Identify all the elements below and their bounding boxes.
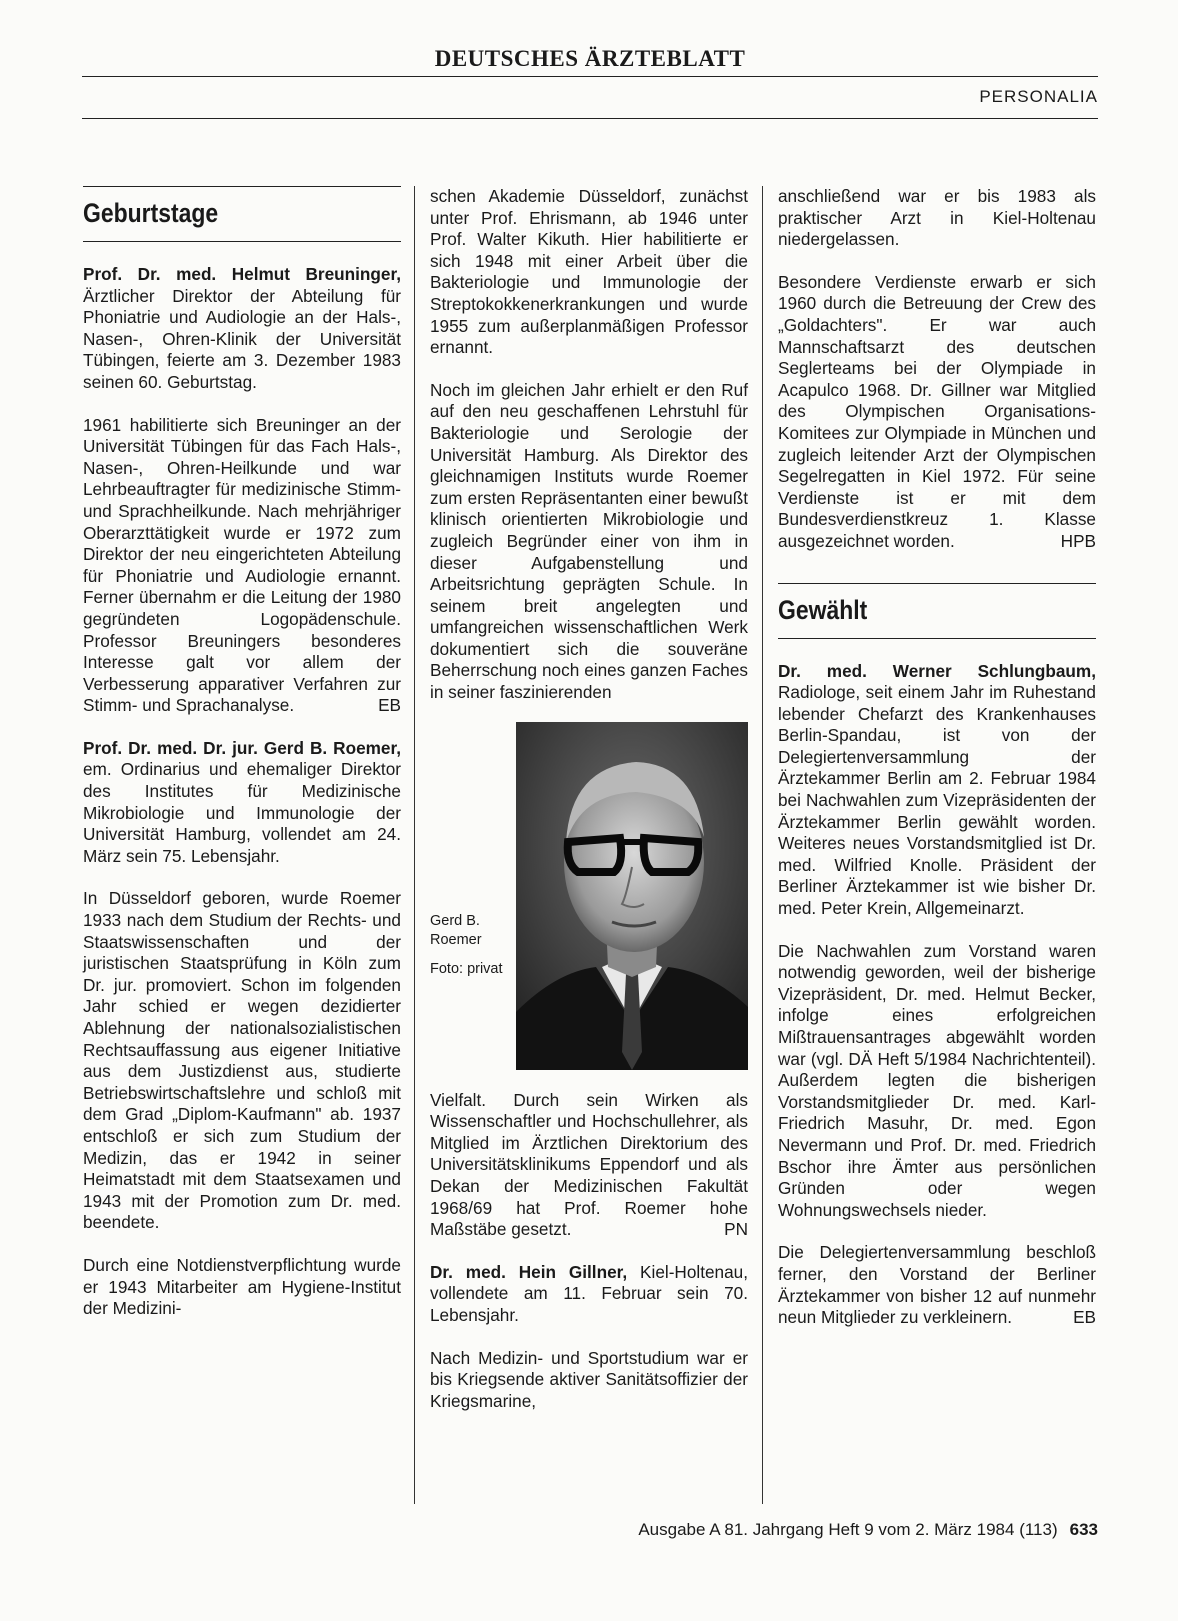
paragraph: anschließend war er bis 1983 als praktischer Arzt in Kiel-Holtenau niedergelassen. bbox=[778, 186, 1096, 250]
section-rule bbox=[82, 118, 1098, 119]
author-initials: HPB bbox=[1060, 530, 1096, 551]
masthead: DEUTSCHES ÄRZTEBLATT bbox=[434, 46, 746, 71]
author-initials: EB bbox=[378, 695, 401, 716]
heading-box bbox=[778, 583, 1096, 639]
person-name: Prof. Dr. med. Helmut Breuninger, bbox=[83, 264, 401, 284]
page-footer bbox=[638, 1520, 1098, 1540]
photo-caption bbox=[430, 722, 516, 1070]
paragraph: Prof. Dr. med. Dr. jur. Gerd B. Roemer, em. Ordinarius und ehemaliger Direktor des Institutes für Medizinische Mikrobiologie und Immunologie der Universität Hamburg, vollendet am 24. März sein 75. Lebensjahr. bbox=[83, 737, 401, 866]
paragraph: Die Delegiertenversammlung beschloß ferner, den Vorstand der Berliner Ärztekammer von bisher 12 auf nunmehr neun Mitglieder zu verkleinern. EB bbox=[778, 1242, 1096, 1328]
column-divider bbox=[414, 186, 415, 1504]
section-heading-gewaehlt: Gewählt bbox=[778, 594, 868, 625]
paragraph: Vielfalt. Durch sein Wirken als Wissenschaftler und Hochschullehrer, als Mitglied im Ärztlichen Direktorium des Universitätsklinikums Eppendorf und als Dekan der Medizinischen Fakultät 1968/69 hat Prof. Roemer hohe Maßstäbe gesetzt. PN bbox=[430, 1089, 748, 1240]
section-tag: PERSONALIA bbox=[979, 87, 1098, 106]
column-2 bbox=[430, 186, 748, 1433]
author-initials: PN bbox=[724, 1219, 748, 1240]
masthead-rule bbox=[82, 76, 1098, 77]
paragraph: Dr. med. Werner Schlungbaum, Radiologe, seit einem Jahr im Ruhestand lebender Chefarzt des Krankenhauses Berlin-Spandau, ist von der Delegiertenversammlung der Ärztekammer Berlin am 2. Februar 1984 bei Nachwahlen zum Vizepräsidenten der Ärztekammer Berlin gewählt worden. Weiteres neues Vorstandsmitglied ist Dr. med. Wilfried Knolle. Präsident der Berliner Ärztekammer ist wie bisher Dr. med. Peter Krein, Allgemeinarzt. bbox=[778, 660, 1096, 919]
page-number: 633 bbox=[1069, 1520, 1098, 1539]
paragraph: Dr. med. Hein Gillner, Kiel-Holtenau, vollendete am 11. Februar sein 70. Lebensjahr. bbox=[430, 1261, 748, 1325]
caption-name: Gerd B. Roemer bbox=[430, 912, 482, 948]
column-3 bbox=[778, 186, 1096, 1350]
paragraph: In Düsseldorf geboren, wurde Roemer 1933 nach dem Studium der Rechts- und Staatswissenschaften und der juristischen Staatsprüfung in Köln zum Dr. jur. promoviert. Schon im folgenden Jahr schied er wegen dezidierter Ablehnung der nationalsozialistischen Rechtsauffassung aus eigener Initiative aus dem Justizdienst aus, studierte Betriebswirtschaftslehre und schloß mit dem Grad „Diplom-Kaufmann" ab. 1937 entschloß er sich zum Studium der Medizin, das er 1942 in seiner Heimatstadt mit dem Staatsexamen und 1943 mit der Promotion zum Dr. med. beendete. bbox=[83, 888, 401, 1233]
section-heading-geburtstage: Geburtstage bbox=[83, 198, 219, 228]
paragraph: schen Akademie Düsseldorf, zunächst unter Prof. Ehrismann, ab 1946 unter Prof. Walter Kikuth. Hier habilitierte er sich 1948 mit einer Arbeit über die Bakteriologie und Immunologie der Streptokokkenerkrankungen und wurde 1955 zum außerplanmäßigen Professor ernannt. bbox=[430, 186, 748, 358]
photo-block bbox=[430, 722, 748, 1070]
author-initials: EB bbox=[1073, 1307, 1096, 1328]
column-1 bbox=[83, 186, 401, 1341]
column-divider bbox=[762, 186, 763, 1504]
paragraph: Nach Medizin- und Sportstudium war er bis Kriegsende aktiver Sanitätsoffizier der Kriegsmarine, bbox=[430, 1347, 748, 1411]
paragraph: Die Nachwahlen zum Vorstand waren notwendig geworden, weil der bisherige Vizepräsident, Dr. med. Helmut Becker, infolge eines erfolgreichen Mißtrauensantrages abgewählt worden war (vgl. DÄ Heft 5/1984 Nachrichtenteil). Außerdem legten die bisherigen Vorstandsmitglieder Dr. med. Karl-Friedrich Masuhr, Dr. med. Egon Nevermann und Prof. Dr. med. Friedrich Bschor ihre Ämter aus persönlichen Gründen oder wegen Wohnungswechsels nieder. bbox=[778, 940, 1096, 1220]
issue-info: Ausgabe A 81. Jahrgang Heft 9 vom 2. März 1984 (113) bbox=[638, 1520, 1058, 1539]
portrait-image bbox=[516, 722, 748, 1070]
person-name: Dr. med. Werner Schlungbaum, bbox=[778, 660, 1096, 681]
paragraph: 1961 habilitierte sich Breuninger an der Universität Tübingen für das Fach Hals-, Nasen-, Ohren-Heilkunde und war Lehrbeauftragter für medizinische Stimm- und Sprachheilkunde. Nach mehrjähriger Oberarzttätigkeit wurde er 1972 zum Direktor der neu eingerichteten Abteilung für Phoniatrie und Audiologie ernannt. Ferner übernahm er die Leitung der 1980 gegründeten Logopädenschule. Professor Breuningers besonderes Interesse galt vor allem der Verbesserung apparativer Verfahren zur Stimm- und Sprachanalyse. EB bbox=[83, 414, 401, 716]
portrait-photo bbox=[516, 722, 748, 1070]
paragraph: Prof. Dr. med. Helmut Breuninger, Ärztlicher Direktor der Abteilung für Phoniatrie und Audiologie an der Hals-, Nasen-, Ohren-Klinik der Universität Tübingen, feierte am 3. Dezember 1983 seinen 60. Geburtstag. bbox=[83, 264, 401, 392]
paragraph: Besondere Verdienste erwarb er sich 1960 durch die Betreuung der Crew des „Goldachters". Er war auch Mannschaftsarzt des deutschen Seglerteams bei der Olympiade in Acapulco 1968. Dr. Gillner war Mitglied des Olympischen Organisations-Komitees zur Olympiade in München und zugleich leitender Arzt der Olympischen Segelregatten in Kiel 1972. Für seine Verdienste ist er mit dem Bundesverdienstkreuz 1. Klasse ausgezeichnet worden. HPB bbox=[778, 271, 1096, 551]
person-name: Prof. Dr. med. Dr. jur. Gerd B. Roemer, bbox=[83, 737, 401, 758]
paragraph: Durch eine Notdienstverpflichtung wurde er 1943 Mitarbeiter am Hygiene-Institut der Medizini- bbox=[83, 1254, 401, 1319]
caption-credit: Foto: privat bbox=[430, 960, 503, 977]
heading-box bbox=[83, 186, 401, 242]
person-name: Dr. med. Hein Gillner, bbox=[430, 1261, 628, 1282]
paragraph: Noch im gleichen Jahr erhielt er den Ruf auf den neu geschaffenen Lehrstuhl für Bakteriologie und Serologie der Universität Hamburg. Als Direktor des gleichnamigen Instituts wurde Roemer zum ersten Repräsentanten einer bewußt klinisch orientierten Mikrobiologie und zugleich Begründer einer von ihm in dieser Aufgabenstellung und Arbeitsrichtung geprägten Schule. In seinem breit angelegten und umfangreichen wissenschaftlichen Werk dokumentiert sich die souveräne Beherrschung noch eines ganzen Faches in seiner faszinierenden bbox=[430, 379, 748, 703]
